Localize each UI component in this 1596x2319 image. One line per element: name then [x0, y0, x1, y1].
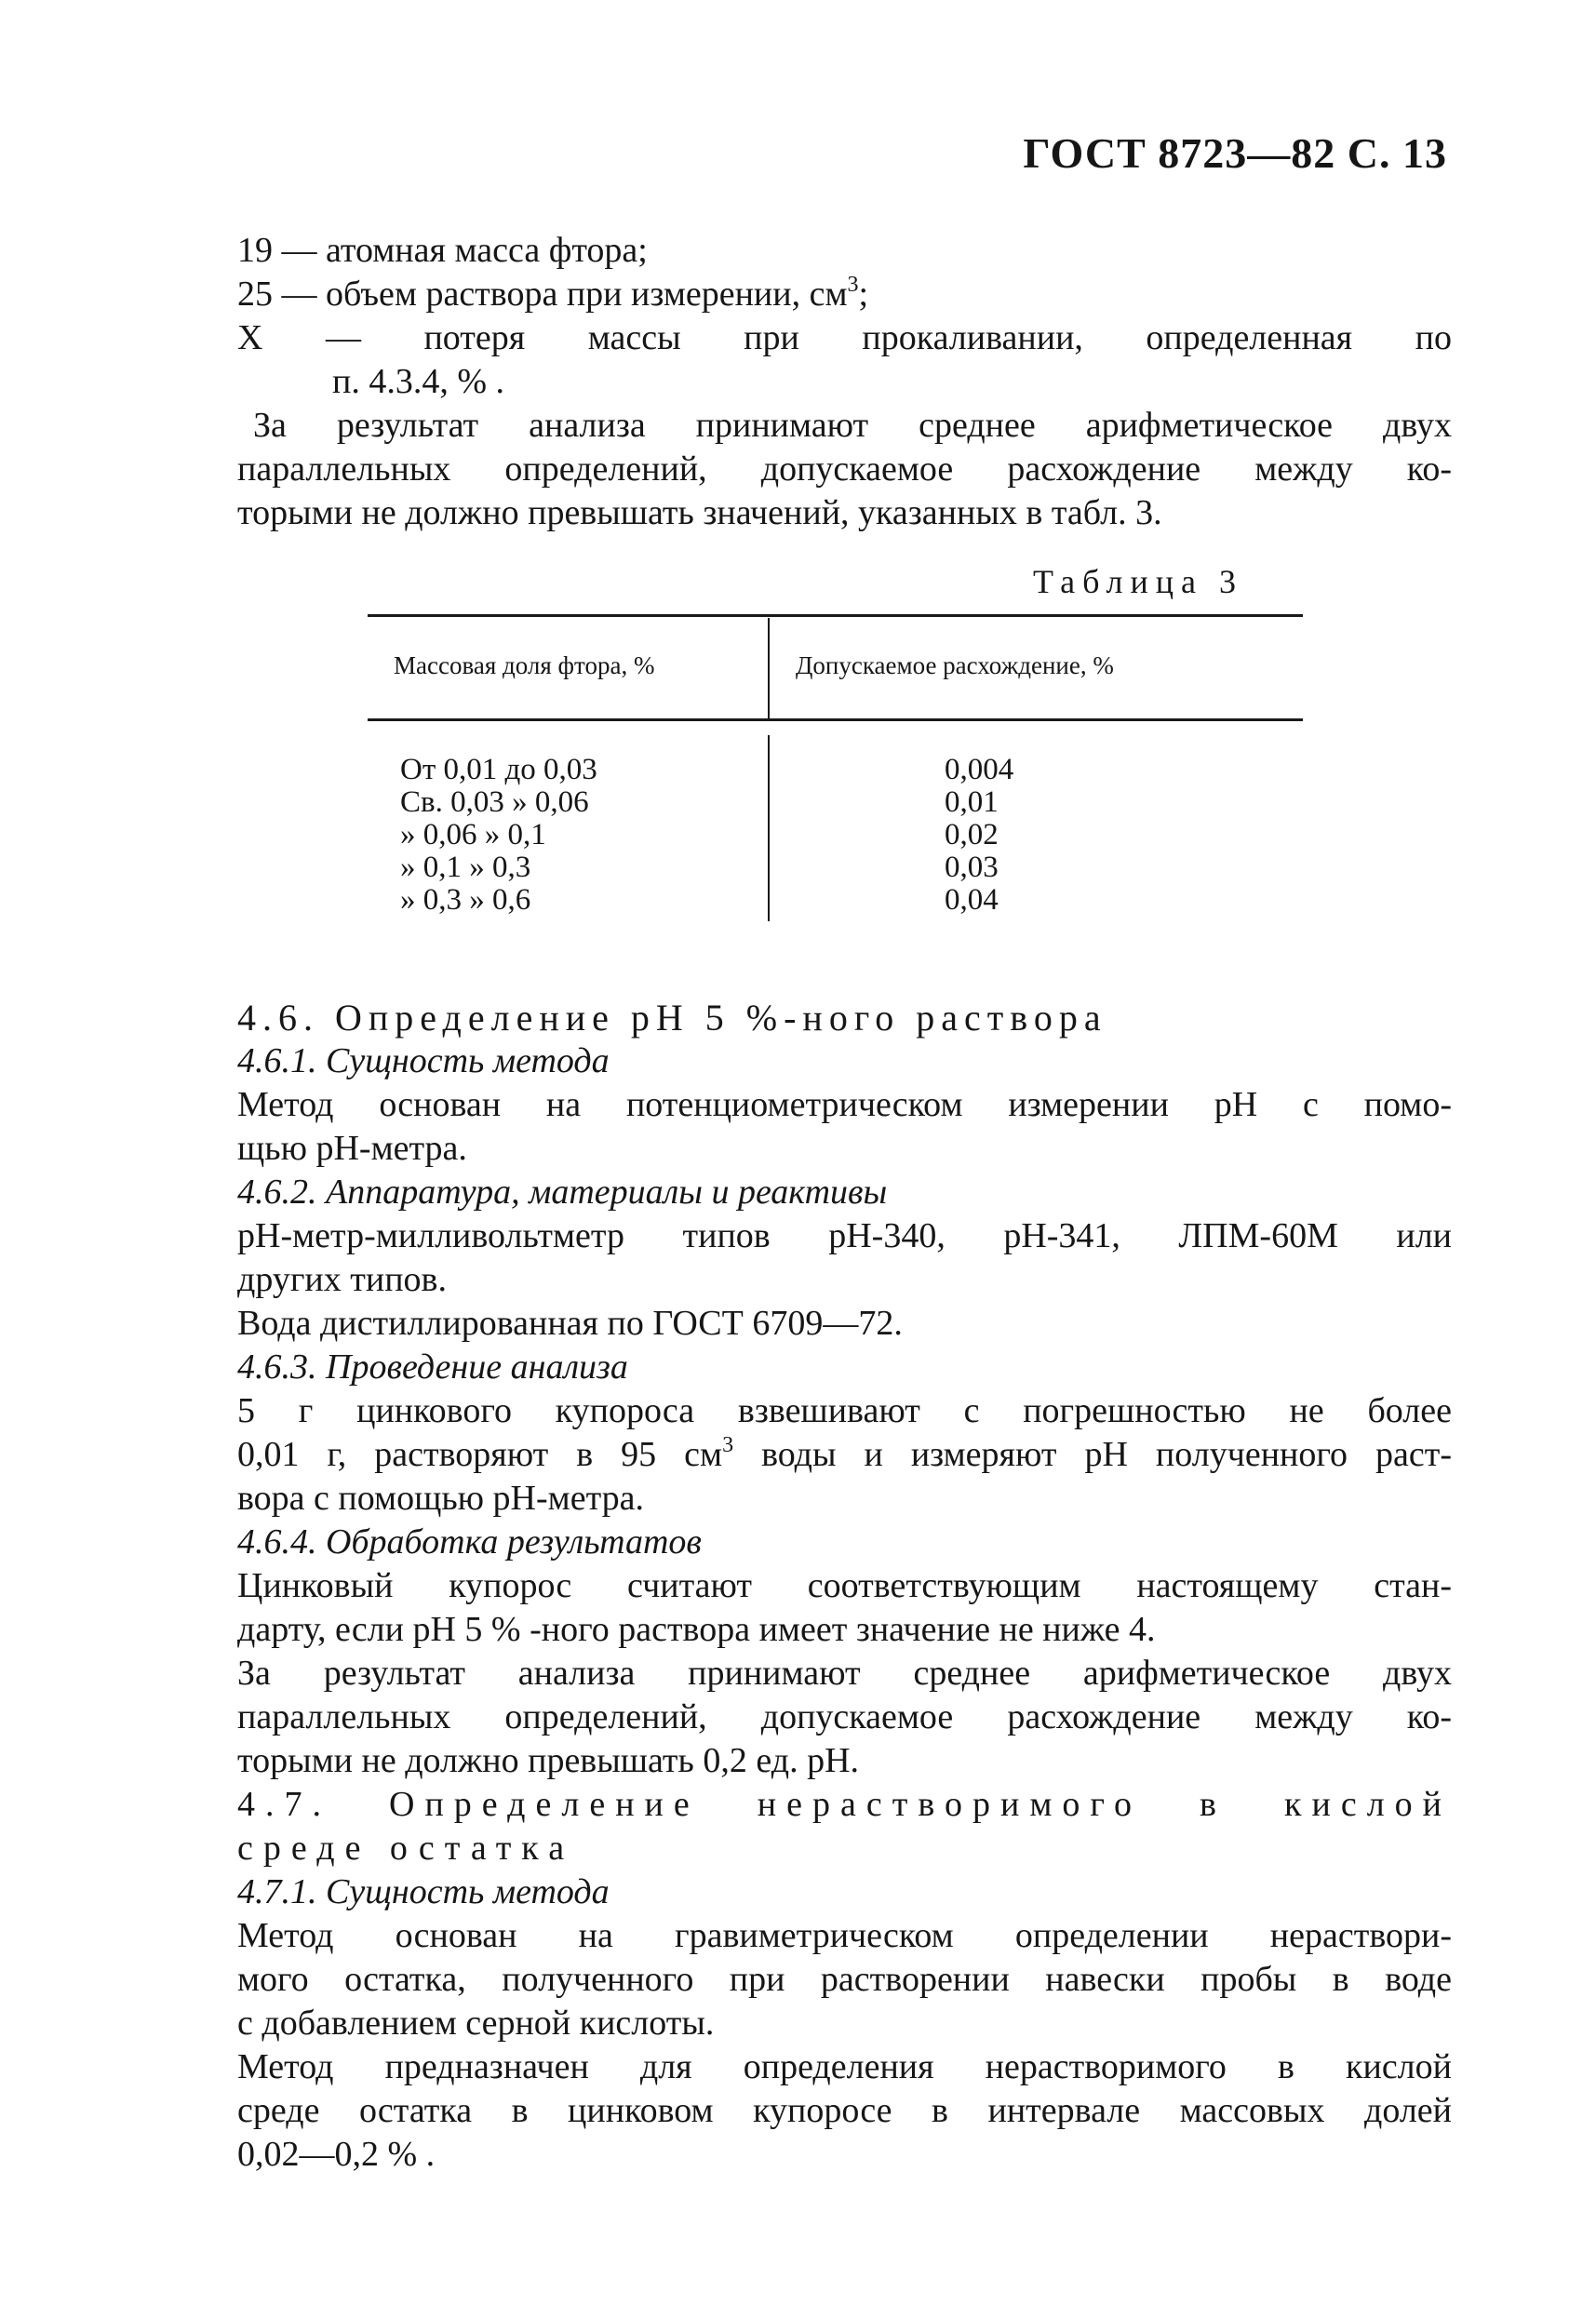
subsection-title: 4.6.2. Аппаратура, материалы и реактивы: [237, 1173, 888, 1212]
subsection-title: 4.6.4. Обработка результатов: [237, 1522, 702, 1562]
section-title: 4.6. Определение рН 5 %-ного раствора: [237, 997, 1107, 1039]
text-line: мого остатка, полученного при растворении навески пробы в воде: [237, 1960, 1452, 1999]
subsection-title: 4.6.1. Сущность метода: [237, 1041, 610, 1080]
table-column-range: [400, 754, 597, 917]
page-header: ГОСТ 8723—82 С. 13: [1023, 129, 1447, 177]
table-column-divider: [768, 735, 770, 921]
text-line: с добавлением серной кислоты.: [237, 2004, 715, 2043]
text-line: дарту, если рН 5 % -ного раствора имеет значение не ниже 4.: [237, 1610, 1156, 1649]
definition-line: X — потеря массы при прокаливании, определенная по: [237, 318, 1452, 357]
text-line: Цинковый купорос считают соответствующим настоящему стан-: [237, 1566, 1452, 1605]
subsection-title: 4.7.1. Сущность метода: [237, 1872, 610, 1911]
text-line: Метод предназначен для определения нерастворимого в кислой: [237, 2047, 1452, 2086]
text-line: щью рН-метра.: [237, 1129, 467, 1168]
table-cell: » 0,06 » 0,1: [400, 818, 546, 851]
table-cell: 0,02: [945, 818, 999, 851]
text-line: торыми не должно превышать 0,2 ед. рН.: [237, 1741, 860, 1780]
text-line: 0,02—0,2 % .: [237, 2135, 436, 2174]
table-column-tolerance: [945, 754, 1013, 917]
definition-line: 19 — атомная масса фтора;: [237, 231, 648, 270]
table-top-rule: [368, 614, 1303, 617]
table-column-divider: [768, 618, 770, 718]
text-line: параллельных определений, допускаемое расхождение между ко-: [237, 1697, 1452, 1736]
table-cell: От 0,01 до 0,03: [400, 753, 597, 786]
text-line: Вода дистиллированная по ГОСТ 6709—72.: [237, 1304, 903, 1343]
table-cell: 0,04: [945, 883, 999, 917]
text-line: 0,01 г, растворяют в 95 $см^3$ воды и измеряют рН полученного раст-: [237, 1433, 1452, 1474]
text-line: За результат анализа принимают среднее арифметическое двух: [253, 406, 1452, 445]
section-4-7: [237, 1783, 1452, 2177]
text-line: рН-метр-милливольтметр типов рН-340, рН-341, ЛПМ-60М или: [237, 1216, 1452, 1255]
section-title: среде остатка: [237, 1829, 575, 1868]
text-line: 5 г цинкового купороса взвешивают с погрешностью не более: [237, 1391, 1452, 1430]
definition-line: 25 — объем раствора при измерении, $см^3$;: [237, 273, 869, 314]
table-header-rule: [368, 718, 1303, 721]
paragraph-result: [237, 404, 1452, 535]
table-cell: 0,004: [945, 753, 1014, 786]
table-caption: Таблица 3: [1033, 563, 1243, 600]
text-line: других типов.: [237, 1260, 447, 1299]
subsection-title: 4.6.3. Проведение анализа: [237, 1347, 628, 1387]
section-4-6: [237, 996, 1452, 1783]
text-line: Метод основан на гравиметрическом определении нераствори-: [237, 1916, 1452, 1955]
text-line: Метод основан на потенциометрическом измерении рН с помо-: [237, 1085, 1452, 1124]
text-line: вора с помощью рН-метра.: [237, 1479, 644, 1518]
definitions-block: [237, 229, 1452, 404]
table-cell: 0,03: [945, 851, 999, 884]
table-header-cell: Массовая доля фтора, %: [394, 651, 655, 679]
text-line: параллельных определений, допускаемое расхождение между ко-: [237, 449, 1452, 489]
text-line: торыми не должно превышать значений, указанных в табл. 3.: [237, 493, 1162, 532]
definition-line: п. 4.3.4, % .: [332, 362, 504, 401]
tolerance-table: [368, 614, 1303, 921]
text-line: среде остатка в цинковом купоросе в интервале массовых долей: [237, 2091, 1452, 2130]
table-cell: » 0,3 » 0,6: [400, 883, 531, 917]
section-title: 4.7. Определение нерастворимого в кислой: [237, 1785, 1452, 1824]
table-header-cell: Допускаемое расхождение, %: [796, 651, 1114, 679]
table-cell: » 0,1 » 0,3: [400, 851, 531, 884]
table-cell: 0,01: [945, 785, 999, 819]
table-cell: Св. 0,03 » 0,06: [400, 785, 589, 819]
text-line: За результат анализа принимают среднее арифметическое двух: [237, 1654, 1452, 1693]
